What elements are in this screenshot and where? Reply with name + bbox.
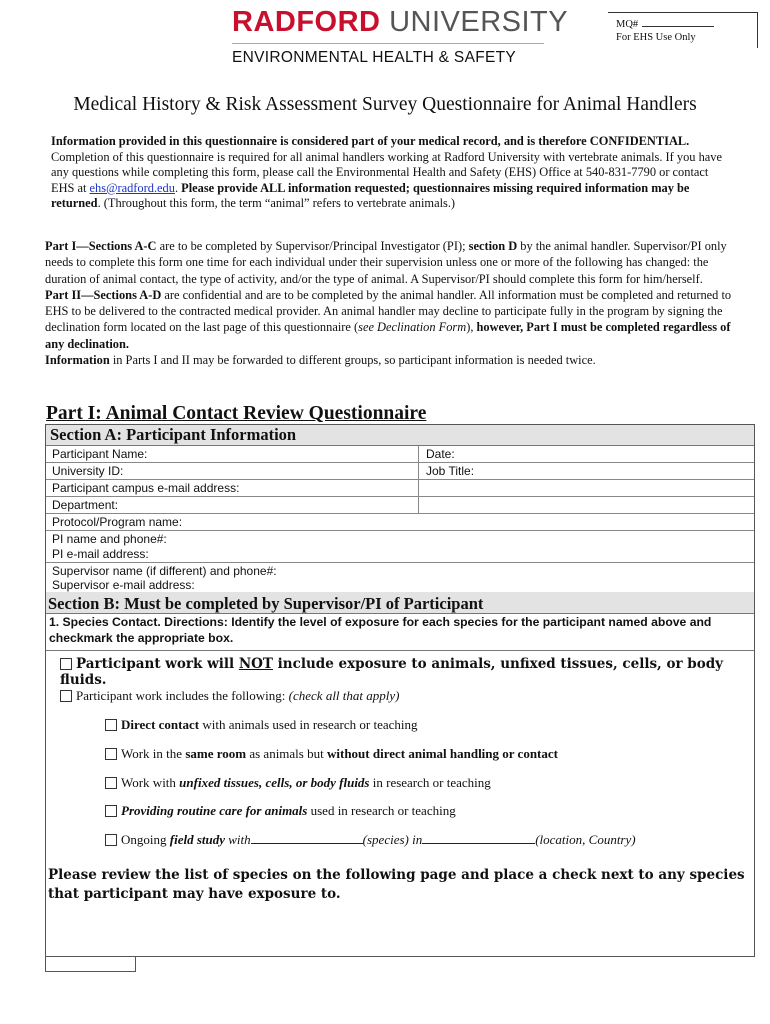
intro-text-2: .: [174, 180, 182, 195]
includes-italic: (check all that apply): [288, 688, 400, 703]
part2-bold-2: however, Part I must be completed regardless of any declination.: [45, 320, 731, 351]
pi-name-label: PI name and phone#:: [52, 532, 167, 546]
supervisor-email-label: Supervisor e-mail address:: [52, 578, 195, 592]
part2-label: Part II—Sections A-D: [45, 287, 162, 302]
no-exposure-text-b: include exposure to animals, unfixed tissues, cells, or body fluids.: [60, 656, 723, 688]
info-text: in Parts I and II may be forwarded to different groups, so participant information is needed twice.: [109, 353, 596, 368]
option-includes[interactable]: [60, 688, 399, 704]
logo-divider: [232, 43, 544, 44]
includes-text: Participant work includes the following:: [76, 688, 289, 703]
routine-care-text: used in research or teaching: [307, 803, 456, 818]
parts-instructions: [45, 238, 735, 368]
intro-bold-2: Please provide ALL information requested; questionnaires missing required information may be returned: [51, 180, 690, 211]
location-blank-field[interactable]: [422, 833, 535, 844]
row-supervisor[interactable]: [46, 563, 754, 592]
field-study-location: (location, Country): [535, 832, 636, 847]
radford-logo: [232, 6, 569, 67]
info-instruction: [45, 352, 735, 368]
unfixed-text-1: Work with: [121, 775, 180, 790]
row-department[interactable]: [46, 497, 754, 514]
row-campus-email[interactable]: [46, 480, 754, 497]
logo-university: UNIVERSITY: [389, 6, 569, 38]
participant-name-label: Participant Name:: [52, 447, 148, 461]
same-room-text-1: Work in the: [121, 746, 186, 761]
direct-contact-text: with animals used in research or teaching: [199, 717, 418, 732]
checkbox-no-exposure[interactable]: [60, 658, 72, 670]
mq-field[interactable]: [642, 17, 714, 27]
same-room-bold-2: without direct animal handling or contact: [326, 746, 558, 761]
checkbox-routine-care[interactable]: [105, 805, 117, 817]
row-pi[interactable]: [46, 531, 754, 563]
option-same-room[interactable]: [105, 746, 558, 762]
species-review-note: Please review the list of species on the following page and place a check next to any species that participant may have exposure to.: [48, 867, 745, 902]
field-study-species: (species) in: [362, 832, 423, 847]
part1-instruction: [45, 238, 735, 287]
routine-care-bold-italic: Providing routine care for animals: [121, 803, 308, 818]
no-exposure-text-a: Participant work will: [76, 656, 239, 672]
field-study-text-1: Ongoing: [121, 832, 170, 847]
checkbox-field-study[interactable]: [105, 834, 117, 846]
checkbox-direct-contact[interactable]: [105, 719, 117, 731]
part1-label: Part I—Sections A-C: [45, 239, 157, 253]
option-unfixed-tissues[interactable]: [105, 775, 491, 791]
university-id-label: University ID:: [52, 464, 124, 478]
intro-bold-1: Information provided in this questionnaire is considered part of your medical record, and is therefore CONFIDENTIAL.: [51, 134, 690, 148]
ehs-email-link[interactable]: ehs@radford.edu: [89, 180, 175, 195]
declination-ref: see Declination Form: [358, 320, 467, 335]
intro-paragraph: [51, 134, 731, 212]
row-participant-name[interactable]: [46, 446, 754, 463]
part2-text-2: ),: [466, 320, 477, 335]
page-title: Medical History & Risk Assessment Survey Questionnaire for Animal Handlers: [73, 94, 697, 115]
option-routine-care[interactable]: [105, 803, 456, 819]
option-direct-contact[interactable]: [105, 717, 418, 733]
no-exposure-not: NOT: [238, 656, 273, 672]
pi-email-label: PI e-mail address:: [52, 547, 149, 561]
row-protocol[interactable]: [46, 514, 754, 531]
field-study-with: with: [225, 832, 251, 847]
ehs-use-box: [608, 12, 758, 48]
intro-text-3: . (Throughout this form, the term “animal” refers to vertebrate animals.): [97, 196, 456, 211]
species-directions: 1. Species Contact. Directions: Identify the level of exposure for each species for the participant named above and checkmark the appropriate box.: [46, 614, 754, 651]
section-a-heading: Section A: Participant Information: [46, 425, 754, 446]
checkbox-unfixed-tissues[interactable]: [105, 777, 117, 789]
department-label: Department:: [52, 498, 119, 512]
unfixed-text-2: in research or teaching: [369, 775, 491, 790]
part1-title: Part I: Animal Contact Review Questionnaire: [46, 403, 427, 424]
logo-subtitle: ENVIRONMENTAL HEALTH & SAFETY: [232, 49, 517, 66]
campus-email-label: Participant campus e-mail address:: [52, 481, 240, 495]
option-no-exposure[interactable]: [60, 656, 770, 688]
supervisor-name-label: Supervisor name (if different) and phone#:: [52, 564, 277, 578]
same-room-bold-1: same room: [185, 746, 247, 761]
mq-label: MQ#: [616, 19, 639, 30]
part2-text-1: are confidential and are to be completed by the animal handler. All information must be completed and returned to EHS to be delivered to the contracted medical provider. An animal handler may decline to participate fully in the program by signing the declination form located on the last page of this questionnaire (: [45, 287, 732, 335]
part2-instruction: [45, 287, 735, 352]
ehs-use-label: For EHS Use Only: [616, 32, 696, 43]
logo-radford: RADFORD: [232, 6, 381, 38]
intro-text-1: Completion of this questionnaire is required for all animal handlers working at Radford University with vertebrate animals. If you have any questions while completing this form, please call the Environmental Health and Safety (EHS) Office at 540-831-7790 or contact EHS at: [51, 149, 722, 195]
section-b-heading: Section B: Must be completed by Supervisor/PI of Participant: [48, 594, 484, 613]
species-blank-field[interactable]: [251, 833, 363, 844]
field-study-bold-italic: field study: [169, 832, 225, 847]
job-title-label: Job Title:: [426, 464, 475, 478]
protocol-label: Protocol/Program name:: [52, 515, 183, 529]
footer-box: [45, 956, 136, 972]
unfixed-bold-italic: unfixed tissues, cells, or body fluids: [179, 775, 370, 790]
option-field-study[interactable]: [105, 832, 636, 848]
direct-contact-bold: Direct contact: [121, 717, 200, 732]
date-label: Date:: [426, 447, 455, 461]
part1-section-d: section D: [468, 239, 518, 253]
info-label: Information: [45, 353, 110, 368]
row-university-id[interactable]: [46, 463, 754, 480]
same-room-text-2: as animals but: [246, 746, 327, 761]
part1-text-2: by the animal handler. Supervisor/PI only needs to complete this form one time for each individual under their supervision unless one or more of the following has changed: the duration of animal contact, the type of activity, and/or the type of animal. A Supervisor/PI should complete this form for him/herself.: [45, 239, 727, 286]
checkbox-same-room[interactable]: [105, 748, 117, 760]
checkbox-includes[interactable]: [60, 690, 72, 702]
part1-text-1: are to be completed by Supervisor/Principal Investigator (PI);: [156, 239, 469, 253]
